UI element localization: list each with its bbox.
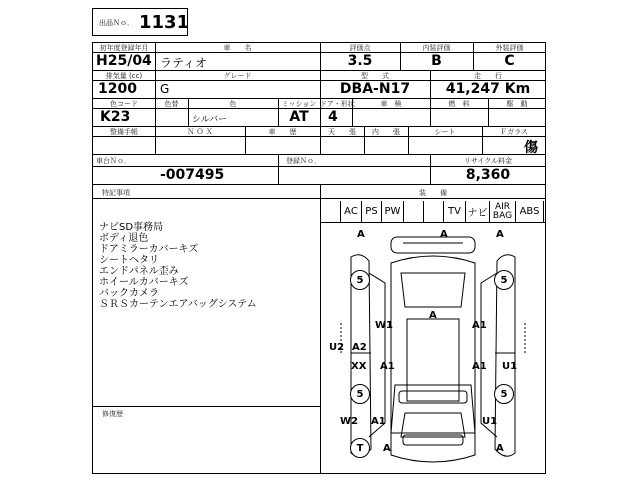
color-label: 色 — [229, 100, 237, 108]
equipment-airbag: AIR BAG — [490, 201, 516, 222]
recycle-label: リサイクル料金 — [463, 157, 513, 165]
damage-mark: W1 — [375, 320, 393, 331]
transmission-value: AT — [289, 109, 309, 125]
exhibit-number: 1131 — [139, 12, 190, 33]
equipment-blank-2 — [424, 201, 444, 222]
equipment-navi: ナビ — [466, 201, 490, 222]
fuel-label: 燃 料 — [448, 100, 470, 108]
doors-value: 4 — [328, 109, 338, 125]
exterior-grade-label: 外装評価 — [495, 44, 524, 52]
interior-panel-label: 内 張 — [372, 128, 400, 136]
remark-line: ＳＲＳカーテンエアバッグシステム — [99, 299, 257, 310]
model-value: DBA-N17 — [339, 81, 411, 97]
front-bumper-outline — [391, 237, 475, 253]
rear-view-outline — [391, 385, 475, 433]
chassis-value: -007495 — [160, 167, 225, 183]
damage-mark: A — [357, 229, 365, 240]
doors-label: ドア・形状 — [320, 100, 355, 108]
year-label: 初年度登録年月 — [99, 44, 149, 52]
damage-mark: A — [383, 443, 391, 454]
damage-mark: A — [496, 443, 504, 454]
mileage-label: 走 行 — [474, 72, 502, 80]
transmission-label: ミッション — [281, 100, 317, 108]
damage-mark: U2 — [329, 342, 345, 353]
damage-mark: A — [440, 229, 448, 240]
damage-mark: U1 — [482, 416, 498, 427]
remark-line: ナビSD事務局 — [99, 222, 164, 233]
glass-value: 傷 — [524, 140, 538, 156]
exhibit-number-box — [92, 8, 188, 36]
recycle-value: 8,360 — [465, 167, 511, 183]
exhibit-label: 出品Ｎｏ． — [99, 19, 134, 27]
equipment-abs: ABS — [516, 201, 544, 222]
history-label: 車 歴 — [268, 128, 297, 136]
equipment-ac: AC — [340, 201, 362, 222]
damage-mark: A1 — [472, 320, 487, 331]
interior-grade-label: 内装評価 — [422, 44, 451, 52]
damage-mark: A1 — [380, 361, 395, 372]
remark-line: ホイールカバーキズ — [99, 277, 189, 288]
model-label: 型 式 — [361, 72, 389, 80]
mileage-value: 41,247 Km — [445, 81, 531, 97]
manual-label: 整備手帳 — [110, 128, 138, 136]
car-name-label: 車 名 — [223, 44, 252, 52]
grade-value: G — [160, 82, 170, 96]
glass-label: Ｆガラス — [500, 128, 528, 136]
remark-line: エンドパネル歪み — [99, 266, 179, 277]
damage-mark: U1 — [502, 361, 518, 372]
damage-mark: XX — [351, 361, 367, 372]
grade-label: グレード — [223, 72, 252, 80]
equipment-tv: TV — [444, 201, 466, 222]
score-value: 3.5 — [347, 53, 373, 69]
color-value: シルバー — [192, 115, 228, 125]
damage-mark-circled: 5 — [494, 270, 514, 290]
color-change-label: 色替 — [164, 100, 179, 108]
interior-grade-value: B — [431, 53, 442, 69]
remarks-label: 特記事項 — [102, 189, 130, 197]
color-code-value: K23 — [100, 109, 131, 125]
displacement-label: 排気量 (cc) — [105, 72, 143, 80]
inspection-label: 車 検 — [380, 100, 402, 108]
remark-line: バックカメラ — [99, 288, 159, 299]
color-code-label: 色コード — [110, 100, 138, 108]
car-name-value: ラティオ — [160, 56, 208, 70]
remark-line: ボディ退色 — [99, 233, 149, 244]
displacement-value: 1200 — [98, 81, 137, 97]
damage-mark: W2 — [340, 416, 358, 427]
exterior-grade-value: C — [504, 53, 515, 69]
score-label: 評価点 — [349, 44, 371, 52]
damage-mark: A — [429, 310, 437, 321]
registration-label: 登録Ｎｏ． — [286, 157, 321, 165]
damage-mark-circled: 5 — [494, 384, 514, 404]
nox-label: Ｎ Ｏ Ｘ — [187, 128, 213, 136]
drive-label: 駆 動 — [506, 100, 528, 108]
remark-line: シートヘタリ — [99, 255, 159, 266]
remark-line: ドアミラーカバーキズ — [99, 244, 199, 255]
damage-mark-circled: 5 — [350, 384, 370, 404]
damage-mark-circled: 5 — [350, 270, 370, 290]
repair-history-label: 修復歴 — [102, 410, 123, 418]
equipment-label: 装 備 — [419, 189, 447, 197]
car-body-top-view — [391, 256, 475, 462]
remarks-text — [99, 222, 257, 310]
damage-mark: A — [496, 229, 504, 240]
damage-mark: A1 — [472, 361, 487, 372]
damage-mark-circled: T — [350, 438, 370, 458]
seat-label: シート — [434, 128, 456, 136]
ceiling-label: 天 張 — [328, 128, 356, 136]
damage-mark: A1 — [371, 416, 386, 427]
equipment-ps: PS — [362, 201, 382, 222]
damage-mark: A2 — [352, 342, 367, 353]
equipment-pw: PW — [382, 201, 404, 222]
equipment-blank — [404, 201, 424, 222]
year-value: H25/04 — [96, 53, 152, 69]
chassis-label: 車台Ｎｏ． — [96, 157, 131, 165]
